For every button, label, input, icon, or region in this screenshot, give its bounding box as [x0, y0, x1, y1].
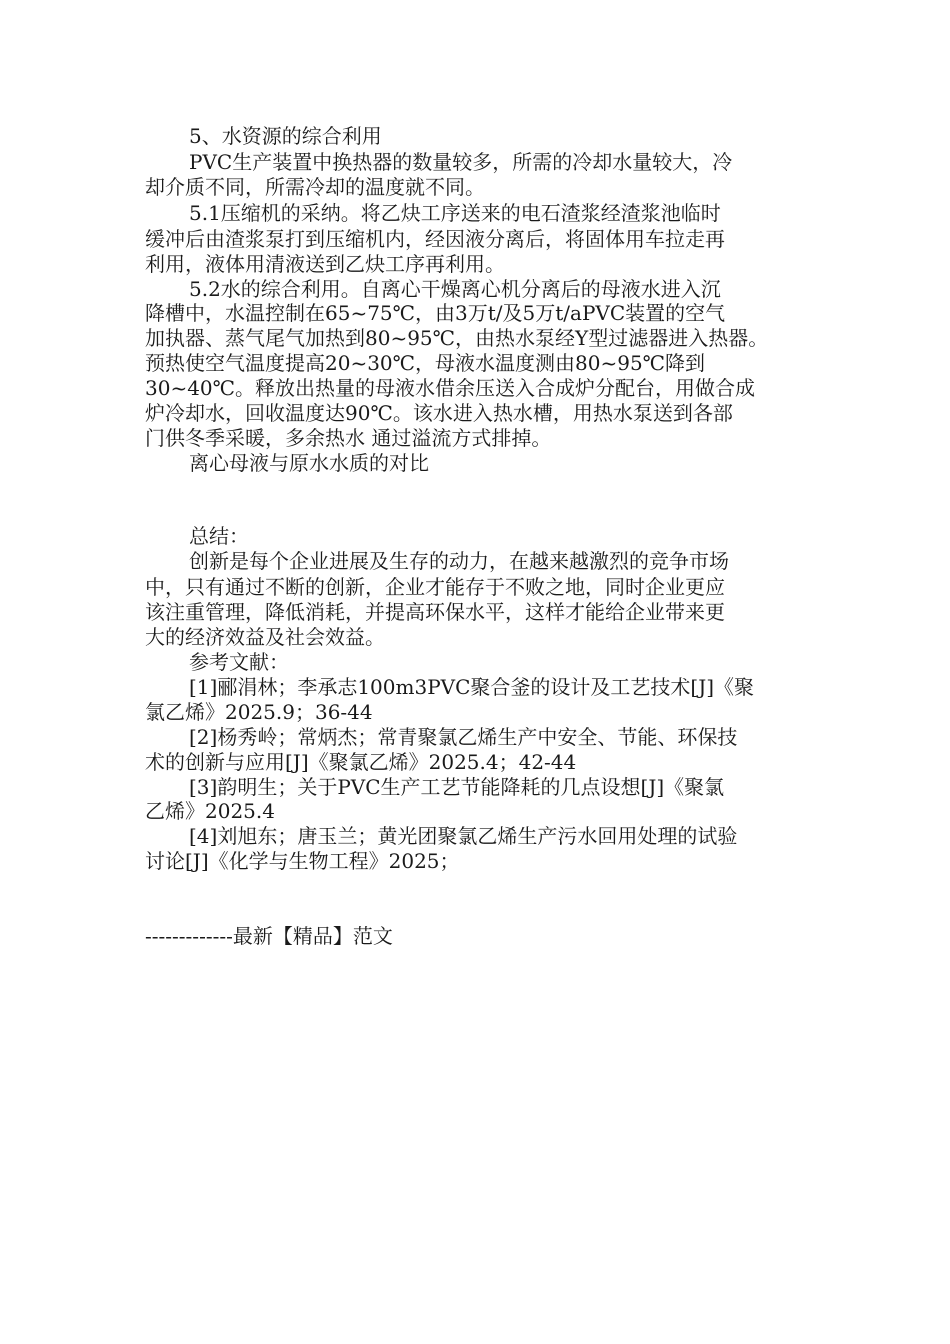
paragraph-line: 5.1压缩机的采纳。将乙炔工序送来的电石渣浆经渣浆池临时 [189, 201, 721, 225]
reference-line: [2]杨秀岭；常炳杰；常青聚氯乙烯生产中安全、节能、环保技 [189, 725, 738, 749]
references-heading: 参考文献： [189, 650, 289, 674]
paragraph-line: 5.2水的综合利用。自离心干燥离心机分离后的母液水进入沉 [189, 277, 721, 301]
reference-line: [3]韵明生；关于PVC生产工艺节能降耗的几点设想[J]《聚氯 [189, 775, 725, 799]
paragraph-line: 炉冷却水，回收温度达90℃。该水进入热水槽，用热水泵送到各部 [145, 401, 733, 425]
paragraph-line: 中，只有通过不断的创新，企业才能存于不败之地，同时企业更应 [145, 575, 725, 599]
table-caption: 离心母液与原水水质的对比 [189, 451, 429, 475]
footer-banner: -------------最新【精品】范文 [145, 924, 393, 948]
paragraph-line: 创新是每个企业进展及生存的动力，在越来越激烈的竞争市场 [189, 549, 729, 573]
paragraph-line: 却介质不同，所需冷却的温度就不同。 [145, 175, 485, 199]
paragraph-line: 该注重管理，降低消耗，并提高环保水平，这样才能给企业带来更 [145, 600, 725, 624]
paragraph-line: PVC生产装置中换热器的数量较多，所需的冷却水量较大，冷 [189, 150, 733, 174]
paragraph-line: 门供冬季采暖，多余热水 通过溢流方式排掉。 [145, 426, 552, 450]
paragraph-line: 利用，液体用清液送到乙炔工序再利用。 [145, 252, 505, 276]
reference-line: [1]郦涓林；李承志100m3PVC聚合釜的设计及工艺技术[J]《聚 [189, 675, 755, 699]
paragraph-line: 缓冲后由渣浆泵打到压缩机内，经因液分离后，将固体用车拉走再 [145, 227, 725, 251]
reference-line: 乙烯》2025.4 [145, 799, 275, 823]
paragraph-line: 预热使空气温度提高20~30℃，母液水温度测由80~95℃降到 [145, 351, 706, 375]
paragraph-line: 大的经济效益及社会效益。 [145, 625, 385, 649]
reference-line: 讨论[J]《化学与生物工程》2025； [145, 849, 460, 873]
section-heading: 5、水资源的综合利用 [189, 124, 382, 148]
paragraph-line: 30~40℃。释放出热量的母液水借余压送入合成炉分配台，用做合成 [145, 376, 756, 400]
reference-line: 术的创新与应用[J]《聚氯乙烯》2025.4；42-44 [145, 750, 577, 774]
reference-line: 氯乙烯》2025.9；36-44 [145, 700, 373, 724]
reference-line: [4]刘旭东；唐玉兰；黄光团聚氯乙烯生产污水回用处理的试验 [189, 824, 738, 848]
paragraph-line: 加执器、蒸气尾气加热到80~95℃，由热水泵经Y型过滤器进入热器。 [145, 326, 769, 350]
summary-heading: 总结： [189, 524, 249, 548]
paragraph-line: 降槽中，水温控制在65~75℃，由3万t/及5万t/aPVC装置的空气 [145, 301, 726, 325]
